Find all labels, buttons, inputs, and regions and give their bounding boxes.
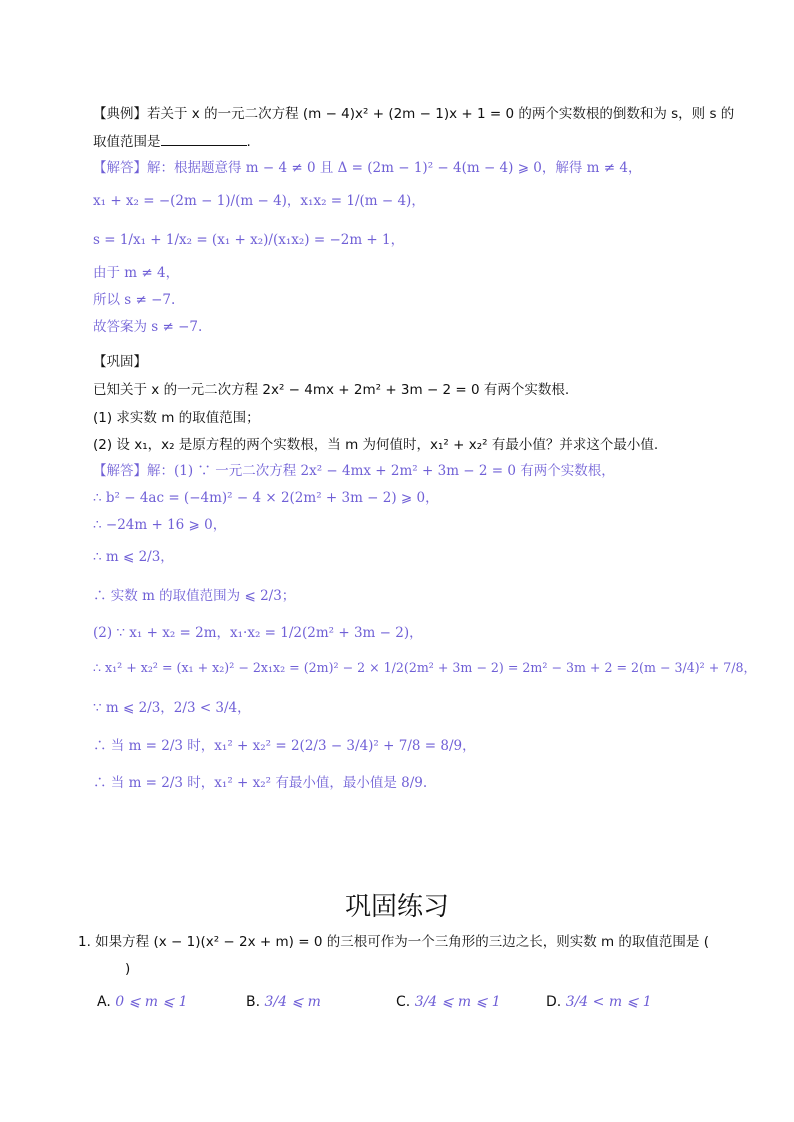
practice-title: 巩固练习 [344,892,449,922]
example-answer-line2: x₁ + x₂ = −(2m − 1)/(m − 4)，x₁x₂ = 1/(m − 4)， [93,193,425,209]
consolidate-question-line1: 已知关于 x 的一元二次方程 2x² − 4mx + 2m² + 3m − 2 = 0 有两个实数根. [93,382,570,398]
example-answer-line4: 由于 m ≠ 4， [93,265,180,281]
consolidate-label: 【巩固】 [93,354,147,370]
example-question-text: 若关于 x 的一元二次方程 (m − 4)x² + (2m − 1)x + 1 = 0 的两个实数根的倒数和为 s，则 s 的 [147,106,735,122]
consolidate-answer-line4: ∴ m ⩽ 2/3， [93,549,174,565]
consolidate-answer-text: 解：(1) ∵ 一元二次方程 2x² − 4mx + 2m² + 3m − 2 = 0 有两个实数根， [147,463,615,479]
consolidate-answer-line7: ∴ x₁² + x₂² = (x₁ + x₂)² − 2x₁x₂ = (2m)² − 2 × 1/2(2m² + 3m − 2) = 2m² − 3m + 2 = 2(m − 3/4)² + 7/8， [93,660,757,675]
consolidate-question-line3: (2) 设 x₁，x₂ 是原方程的两个实数根，当 m 为何值时，x₁² + x₂² 有最小值？并求这个最小值. [93,437,659,453]
option-c-label: C. [396,994,411,1010]
consolidate-answer-line8: ∵ m ⩽ 2/3，2/3 < 3/4， [93,700,251,716]
example-answer-line1 [93,157,641,179]
practice-question-1-line2: ) [125,961,131,977]
option-a[interactable] [97,994,188,1010]
example-question-suffix: . [246,134,251,150]
consolidate-answer-line6: (2) ∵ x₁ + x₂ = 2m，x₁·x₂ = 1/2(2m² + 3m − 2)， [93,625,423,641]
consolidate-answer-tag: 【解答】 [93,463,147,479]
option-d[interactable] [546,994,652,1010]
practice-question-1-line1: 1. 如果方程 (x − 1)(x² − 2x + m) = 0 的三根可作为一个三角形的三边之长，则实数 m 的取值范围是 ( [78,934,709,950]
option-d-text: 3/4 < m ⩽ 1 [565,994,652,1010]
option-b-label: B. [246,994,261,1010]
example-answer-line3: s = 1/x₁ + 1/x₂ = (x₁ + x₂)/(x₁x₂) = −2m + 1， [93,232,405,248]
example-label: 【典例】 [93,106,147,122]
option-a-text: 0 ⩽ m ⩽ 1 [115,994,188,1010]
answer-text: 解：根据题意得 m − 4 ≠ 0 且 Δ = (2m − 1)² − 4(m − 4) ⩾ 0，解得 m ≠ 4， [147,160,642,176]
consolidate-answer-line5: ∴ 实数 m 的取值范围为 ⩽ 2/3； [93,588,296,604]
option-c[interactable] [396,994,501,1010]
example-answer-line6: 故答案为 s ≠ −7. [93,319,203,335]
consolidate-question-line2: (1) 求实数 m 的取值范围； [93,410,260,426]
option-b-text: 3/4 ⩽ m [264,994,321,1010]
consolidate-answer-line9: ∴ 当 m = 2/3 时，x₁² + x₂² = 2(2/3 − 3/4)² + 7/8 = 8/9， [93,738,476,754]
answer-blank [161,131,247,146]
consolidate-answer-line2: ∴ b² − 4ac = (−4m)² − 4 × 2(2m² + 3m − 2) ⩾ 0， [93,490,439,506]
example-question-prefix: 取值范围是 [93,134,161,150]
option-c-text: 3/4 ⩽ m ⩽ 1 [414,994,501,1010]
consolidate-answer-line3: ∴ −24m + 16 ⩾ 0， [93,517,227,533]
example-answer-line5: 所以 s ≠ −7. [93,292,176,308]
option-a-label: A. [97,994,111,1010]
option-d-label: D. [546,994,562,1010]
example-question-line1 [93,103,734,125]
option-b[interactable] [246,994,321,1010]
consolidate-answer-line10: ∴ 当 m = 2/3 时，x₁² + x₂² 有最小值，最小值是 8/9. [93,775,428,791]
example-question-line2 [93,131,251,153]
answer-tag: 【解答】 [93,160,147,176]
consolidate-answer-line1 [93,460,615,482]
